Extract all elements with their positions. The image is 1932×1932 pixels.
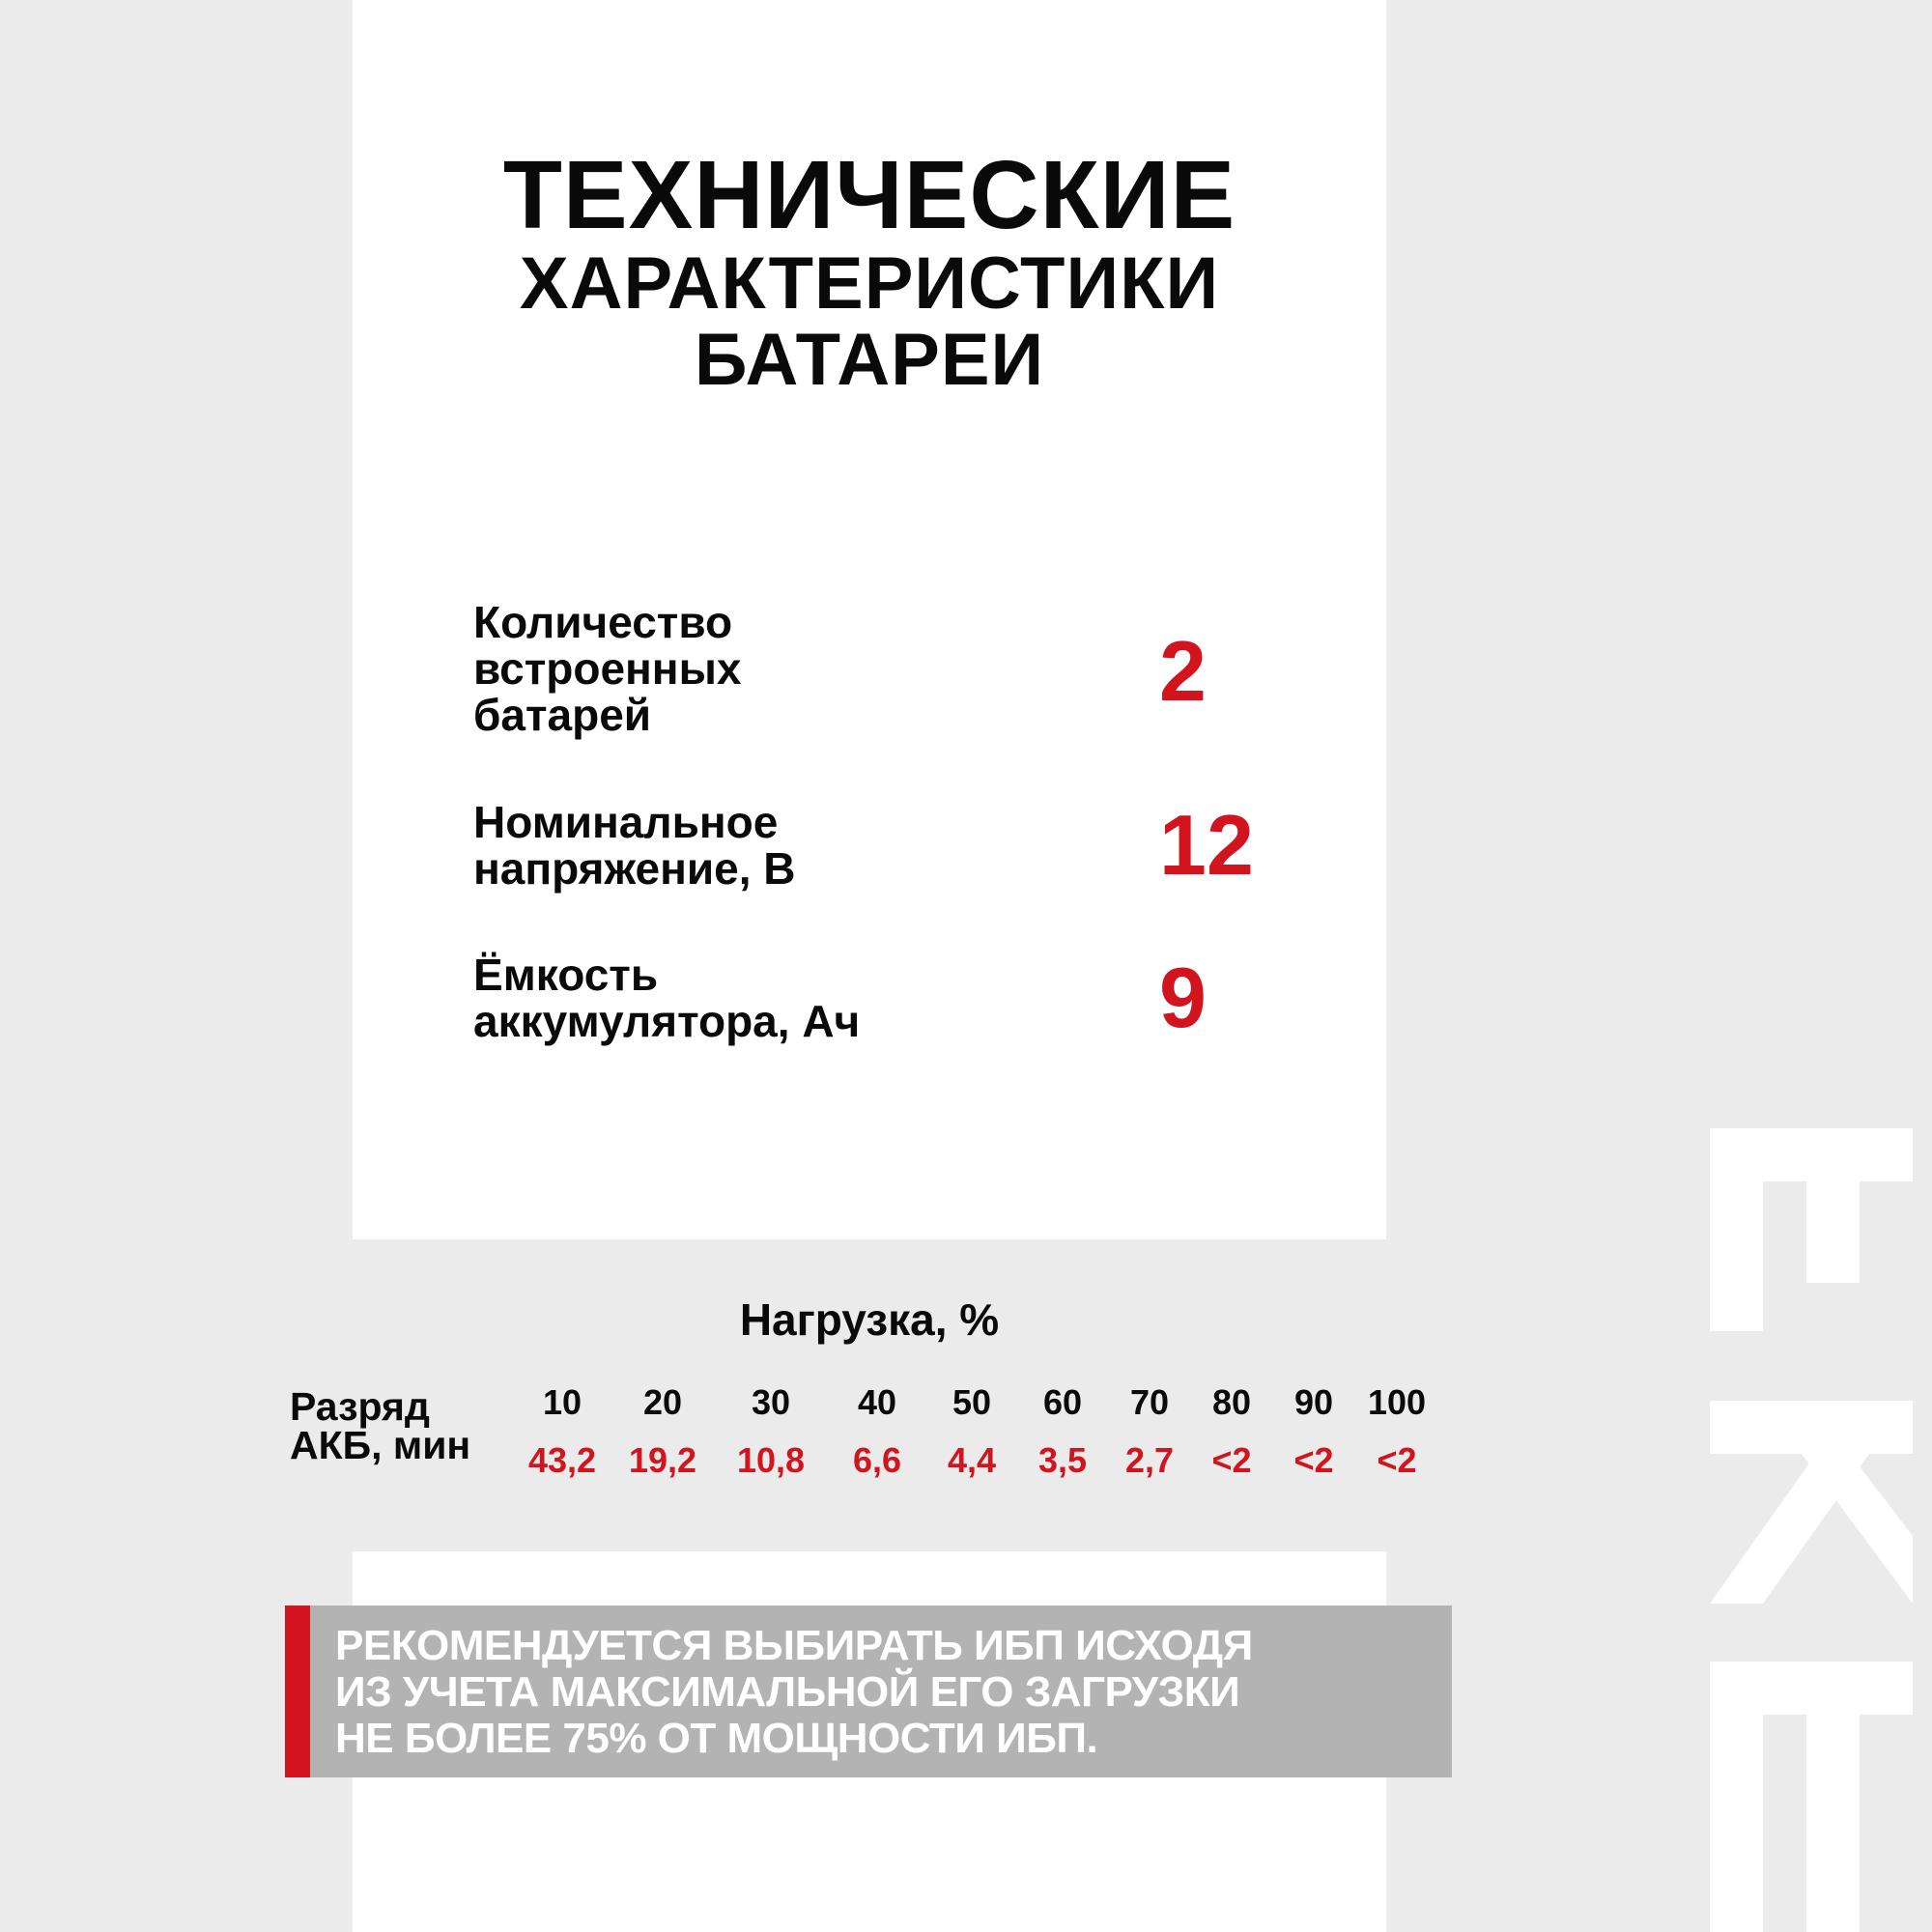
note-text: РЕКОМЕНДУЕТСЯ ВЫБИРАТЬ ИБП ИСХОДЯ ИЗ УЧЕТА МАКСИМАЛЬНОЙ ЕГО ЗАГРУЗКИ НЕ БОЛЕЕ 75% ОТ МОЩНОСТИ ИБП. <box>335 1622 1253 1762</box>
spec-value-capacity: 9 <box>1159 950 1207 1045</box>
load-table-title: Нагрузка, % <box>739 1294 1000 1345</box>
discharge-value-4: 4,4 <box>947 1440 997 1480</box>
discharge-value-8: <2 <box>1293 1440 1334 1480</box>
spec-value-voltage: 12 <box>1159 797 1254 893</box>
load-header-6: 70 <box>1129 1382 1170 1422</box>
spec-value-battery-count: 2 <box>1159 623 1207 719</box>
load-header-2: 30 <box>751 1382 791 1422</box>
ekf-logo <box>1642 1121 1932 1932</box>
discharge-value-3: 6,6 <box>852 1440 902 1480</box>
load-header-0: 10 <box>542 1382 582 1422</box>
logo-f-top-bar <box>1710 1128 1763 1331</box>
discharge-value-7: <2 <box>1211 1440 1252 1480</box>
load-header-4: 50 <box>952 1382 992 1422</box>
load-header-3: 40 <box>857 1382 897 1422</box>
spec-label-voltage: Номинальное напряжение, В <box>473 797 796 894</box>
discharge-value-2: 10,8 <box>736 1440 806 1480</box>
discharge-value-0: 43,2 <box>527 1440 597 1480</box>
discharge-value-5: 3,5 <box>1037 1440 1088 1480</box>
discharge-value-6: 2,7 <box>1124 1440 1175 1480</box>
title-line-2: ХАРАКТЕРИСТИКИ <box>519 242 1220 325</box>
logo-k-lower-arm <box>1802 1454 1913 1604</box>
ekf-logo-mark <box>1642 1121 1932 1932</box>
note-accent-bar <box>285 1605 310 1777</box>
title-line-3: БАТАРЕИ <box>694 319 1045 401</box>
spec-label-capacity: Ёмкость аккумулятора, Ач <box>473 950 861 1046</box>
load-header-7: 80 <box>1211 1382 1252 1422</box>
logo-e-bar-2 <box>1806 1662 1860 1932</box>
logo-e-bar-1 <box>1710 1662 1763 1932</box>
recommendation-note <box>285 1605 1452 1777</box>
page-title <box>353 141 1386 401</box>
logo-f-middle-bar <box>1806 1128 1860 1283</box>
load-header-1: 20 <box>642 1382 683 1422</box>
discharge-value-9: <2 <box>1377 1440 1417 1480</box>
load-header-8: 90 <box>1293 1382 1334 1422</box>
discharge-value-1: 19,2 <box>628 1440 697 1480</box>
load-header-9: 100 <box>1367 1382 1427 1422</box>
load-header-5: 60 <box>1042 1382 1083 1422</box>
title-line-1: ТЕХНИЧЕСКИЕ <box>502 141 1236 249</box>
discharge-row-label: Разряд АКБ, мин <box>290 1384 471 1467</box>
spec-label-battery-count: Количество встроенных батарей <box>473 597 742 740</box>
logo-k-stem <box>1710 1401 1913 1454</box>
